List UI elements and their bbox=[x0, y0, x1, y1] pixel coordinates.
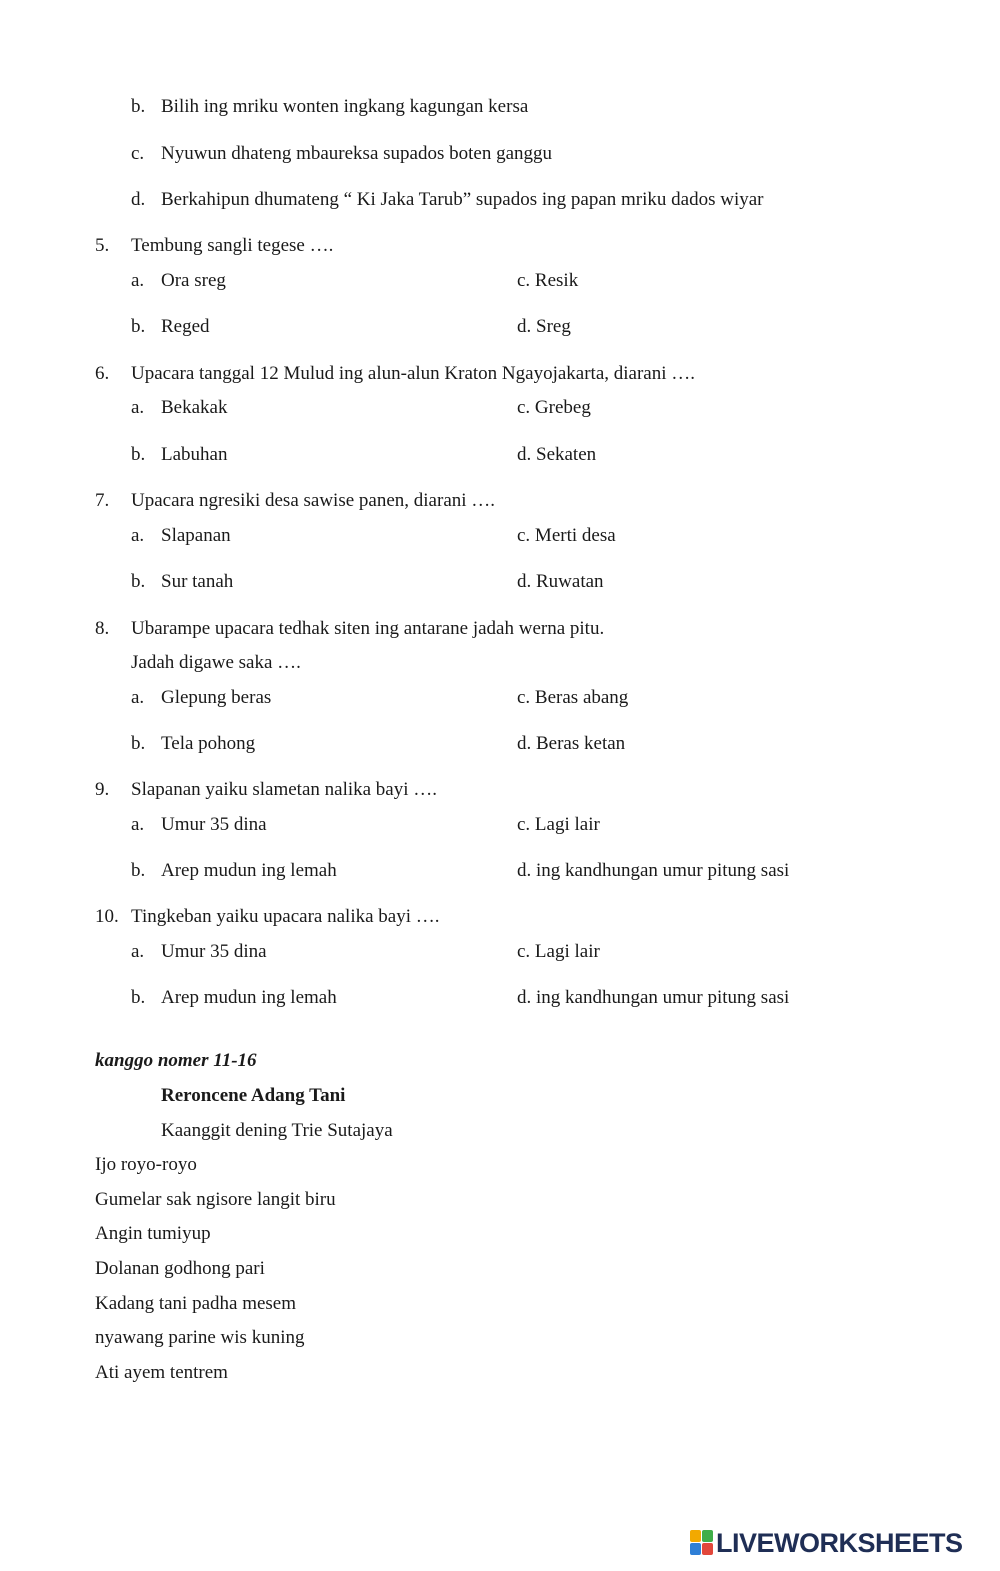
poem-line: Ijo royo-royo bbox=[95, 1154, 197, 1175]
q5-option-b: b. Reged bbox=[131, 316, 210, 337]
q5-option-d: d. Sreg bbox=[517, 316, 571, 337]
poem-line: Angin tumiyup bbox=[95, 1223, 211, 1244]
option-d-prev: d. Berkahipun dhumateng “ Ki Jaka Tarub” supados ing papan mriku dados wiyar bbox=[131, 189, 764, 210]
q6-option-b: b. Labuhan bbox=[131, 444, 228, 465]
question-8-line-2: Jadah digawe saka …. bbox=[131, 652, 301, 673]
q9-option-d: d. ing kandhungan umur pitung sasi bbox=[517, 860, 790, 881]
question-8: 8. Ubarampe upacara tedhak siten ing antarane jadah werna pitu. bbox=[95, 618, 605, 639]
q7-option-a: a. Slapanan bbox=[131, 525, 231, 546]
q7-option-b: b. Sur tanah bbox=[131, 571, 234, 592]
poem-title: Reroncene Adang Tani bbox=[161, 1085, 346, 1106]
question-7: 7. Upacara ngresiki desa sawise panen, diarani …. bbox=[95, 490, 496, 511]
q7-option-c: c. Merti desa bbox=[517, 525, 616, 546]
question-10: 10. Tingkeban yaiku upacara nalika bayi …. bbox=[95, 906, 440, 927]
q8-option-a: a. Glepung beras bbox=[131, 687, 272, 708]
question-6: 6. Upacara tanggal 12 Mulud ing alun-alun Kraton Ngayojakarta, diarani …. bbox=[95, 363, 696, 384]
q5-option-c: c. Resik bbox=[517, 270, 579, 291]
q5-option-a: a. Ora sreg bbox=[131, 270, 226, 291]
q10-option-a: a. Umur 35 dina bbox=[131, 941, 267, 962]
q9-option-b: b. Arep mudun ing lemah bbox=[131, 860, 337, 881]
q10-option-b: b. Arep mudun ing lemah bbox=[131, 987, 337, 1008]
option-c-prev: c. Nyuwun dhateng mbaureksa supados boten ganggu bbox=[131, 143, 553, 164]
q8-option-b: b. Tela pohong bbox=[131, 733, 256, 754]
q7-option-d: d. Ruwatan bbox=[517, 571, 604, 592]
q8-option-d: d. Beras ketan bbox=[517, 733, 626, 754]
poem-line: Dolanan godhong pari bbox=[95, 1258, 265, 1279]
question-9: 9. Slapanan yaiku slametan nalika bayi …. bbox=[95, 779, 438, 800]
liveworksheets-logo-icon bbox=[690, 1530, 714, 1556]
poem-line: Ati ayem tentrem bbox=[95, 1362, 228, 1383]
q6-option-a: a. Bekakak bbox=[131, 397, 228, 418]
poem-line: nyawang parine wis kuning bbox=[95, 1327, 305, 1348]
poem-line: Gumelar sak ngisore langit biru bbox=[95, 1189, 336, 1210]
poem-author: Kaanggit dening Trie Sutajaya bbox=[161, 1120, 393, 1141]
q6-option-d: d. Sekaten bbox=[517, 444, 597, 465]
section-heading: kanggo nomer 11-16 bbox=[95, 1050, 257, 1071]
option-b-prev: b. Bilih ing mriku wonten ingkang kagungan kersa bbox=[131, 96, 529, 117]
q6-option-c: c. Grebeg bbox=[517, 397, 591, 418]
q9-option-c: c. Lagi lair bbox=[517, 814, 600, 835]
brand-name: LIVEWORKSHEETS bbox=[716, 1527, 963, 1558]
poem-line: Kadang tani padha mesem bbox=[95, 1293, 297, 1314]
q10-option-c: c. Lagi lair bbox=[517, 941, 600, 962]
q9-option-a: a. Umur 35 dina bbox=[131, 814, 267, 835]
liveworksheets-logo bbox=[690, 1527, 963, 1559]
question-5: 5. Tembung sangli tegese …. bbox=[95, 235, 334, 256]
q8-option-c: c. Beras abang bbox=[517, 687, 629, 708]
q10-option-d: d. ing kandhungan umur pitung sasi bbox=[517, 987, 790, 1008]
